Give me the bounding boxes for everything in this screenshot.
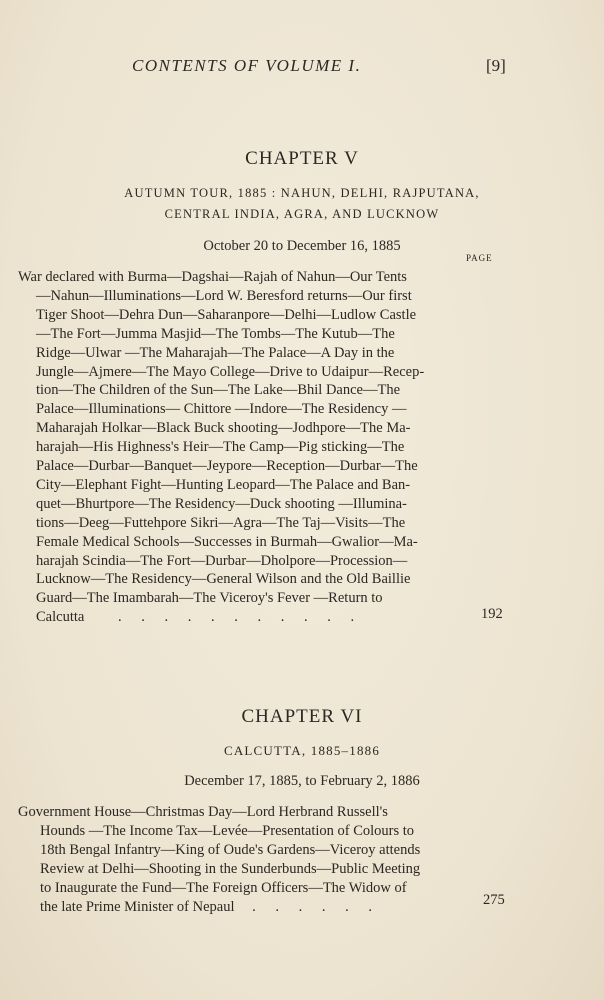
running-title: CONTENTS OF VOLUME I. <box>132 56 362 75</box>
contents-line: —Nahun—Illuminations—Lord W. Beresford returns—Our first <box>36 287 412 304</box>
chapter-5-heading: CHAPTER V <box>245 148 359 169</box>
contents-line: Government House—Christmas Day—Lord Herbrand Russell's <box>18 804 388 820</box>
chapter-5-dates: October 20 to December 16, 1885 <box>203 238 401 254</box>
contents-line: Review at Delhi—Shooting in the Sunderbunds—Public Meeting <box>40 860 421 877</box>
contents-line: quet—Bhurtpore—The Residency—Duck shooting —Illumina- <box>36 495 407 512</box>
chapter-6-page-ref: 275 <box>483 892 505 908</box>
contents-line: to Inaugurate the Fund—The Foreign Officers—The Widow of <box>40 879 407 896</box>
contents-line: Palace—Durbar—Banquet—Jeypore—Reception—Durbar—The <box>36 458 418 474</box>
contents-line: harajah Scindia—The Fort—Durbar—Dholpore—Procession— <box>36 552 408 569</box>
chapter-5-contents <box>18 268 488 628</box>
contents-line: tions—Deeg—Futtehpore Sikri—Agra—The Taj—Visits—The <box>36 514 406 531</box>
running-head <box>0 56 604 80</box>
leader-dots: . . . . . . <box>252 898 380 915</box>
page-column-label: PAGE <box>466 253 493 263</box>
chapter-6-dates: December 17, 1885, to February 2, 1886 <box>184 773 420 789</box>
contents-line: 18th Bengal Infantry—King of Oude's Gardens—Viceroy attends <box>40 841 421 858</box>
contents-line: Lucknow—The Residency—General Wilson and the Old Baillie <box>36 571 411 588</box>
contents-last-line <box>36 608 476 627</box>
contents-line: Guard—The Imambarah—The Viceroy's Fever —Return to <box>36 590 383 607</box>
contents-line: War declared with Burma—Dagshai—Rajah of Nahun—Our Tents <box>18 269 407 285</box>
contents-last-line <box>40 898 480 917</box>
leader-dots: . . . . . . . . . . . <box>117 609 363 626</box>
chapter-6-contents <box>18 803 488 923</box>
contents-line: harajah—His Highness's Heir—The Camp—Pig sticking—The <box>36 439 405 456</box>
contents-line: Jungle—Ajmere—The Mayo College—Drive to Udaipur—Recep- <box>36 363 425 380</box>
contents-last-entry: Calcutta <box>36 609 85 626</box>
contents-line: Female Medical Schools—Successes in Burmah—Gwalior—Ma- <box>36 533 418 550</box>
chapter-5-subtitle-line1: AUTUMN TOUR, 1885 : NAHUN, DELHI, RAJPUTANA, <box>124 186 480 200</box>
contents-line: tion—The Children of the Sun—The Lake—Bhil Dance—The <box>36 382 401 399</box>
chapter-5-subtitle-line2: CENTRAL INDIA, AGRA, AND LUCKNOW <box>164 207 440 221</box>
contents-line: Tiger Shoot—Dehra Dun—Saharanpore—Delhi—Ludlow Castle <box>36 306 417 323</box>
contents-line: Ridge—Ulwar —The Maharajah—The Palace—A Day in the <box>36 344 395 361</box>
chapter-6-subtitle: CALCUTTA, 1885–1886 <box>223 743 381 758</box>
contents-last-entry: the late Prime Minister of Nepaul <box>40 898 235 915</box>
contents-line: City—Elephant Fight—Hunting Leopard—The Palace and Ban- <box>36 476 411 493</box>
contents-line: Palace—Illuminations— Chittore —Indore—The Residency — <box>36 401 407 418</box>
contents-line: Maharajah Holkar—Black Buck shooting—Jodhpore—The Ma- <box>36 420 411 437</box>
contents-line: —The Fort—Jumma Masjid—The Tombs—The Kutub—The <box>36 325 395 342</box>
chapter-5-page-ref: 192 <box>481 606 503 622</box>
contents-line: Hounds —The Income Tax—Levée—Presentation of Colours to <box>40 822 415 839</box>
chapter-6-heading: CHAPTER VI <box>241 706 363 727</box>
page-number: [9] <box>486 56 506 75</box>
